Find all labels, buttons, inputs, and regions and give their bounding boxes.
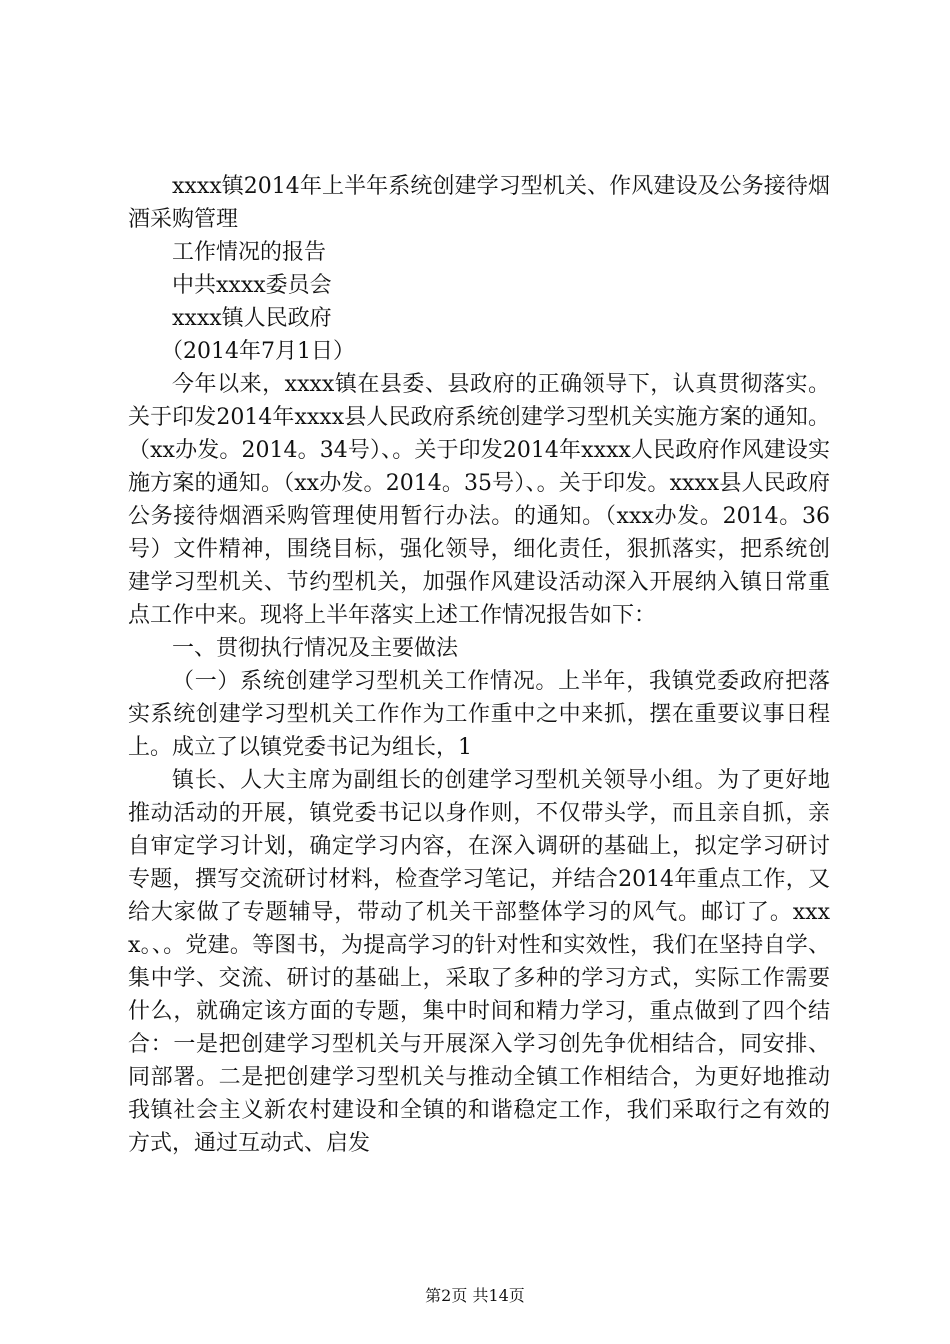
issuer-party-committee: 中共xxxx委员会 — [172, 273, 332, 298]
body-paragraph-1: （一）系统创建学习型机关工作情况。上半年，我镇党委政府把落实系统创建学习型机关工作作为工作重中之中来抓，摆在重要议事日程上。成立了以镇党委书记为组长，1 — [128, 669, 830, 760]
page-footer — [0, 1286, 950, 1306]
document-subtitle: 工作情况的报告 — [172, 240, 327, 265]
document-title: xxxx镇2014年上半年系统创建学习型机关、作风建设及公务接待烟酒采购管理 — [128, 174, 830, 232]
issuer-town-government: xxxx镇人民政府 — [172, 306, 332, 331]
section-heading-1: 一、贯彻执行情况及主要做法 — [172, 636, 459, 661]
body-paragraph-2: 镇长、人大主席为副组长的创建学习型机关领导小组。为了更好地推动活动的开展，镇党委书记以身作则，不仅带头学，而且亲自抓，亲自审定学习计划，确定学习内容，在深入调研的基础上，拟定学习研讨专题，撰写交流研讨材料，检查学习笔记，并结合2014年重点工作，又给大家做了专题辅导，带动了机关干部整体学习的风气。邮订了。xxxx。、。党建。等图书，为提高学习的针对性和实效性，我们在坚持自学、集中学、交流、研讨的基础上，采取了多种的学习方式，实际工作需要什么，就确定该方面的专题，集中时间和精力学习，重点做到了四个结合：一是把创建学习型机关与开展深入学习创先争优相结合，同安排、同部署。二是把创建学习型机关与推动全镇工作相结合，为更好地推动我镇社会主义新农村建设和全镇的和谐稳定工作，我们采取行之有效的方式，通过互动式、启发 — [128, 768, 830, 1156]
page-number: 第2页 共14页 — [425, 1286, 525, 1305]
document-body — [128, 170, 830, 1160]
body-paragraph-intro: 今年以来，xxxx镇在县委、县政府的正确领导下，认真贯彻落实。关于印发2014年xxxx县人民政府系统创建学习型机关实施方案的通知。（xx办发。2014。34号）、。关于印发2014年xxxx人民政府作风建设实施方案的通知。（xx办发。2014。35号）、。关于印发。xxxx县人民政府公务接待烟酒采购管理使用暂行办法。的通知。（xxx办发。2014。36号）文件精神，围绕目标，强化领导，细化责任，狠抓落实，把系统创建学习型机关、节约型机关，加强作风建设活动深入开展纳入镇日常重点工作中来。现将上半年落实上述工作情况报告如下： — [128, 372, 830, 628]
document-date: （2014年7月1日） — [161, 339, 355, 364]
